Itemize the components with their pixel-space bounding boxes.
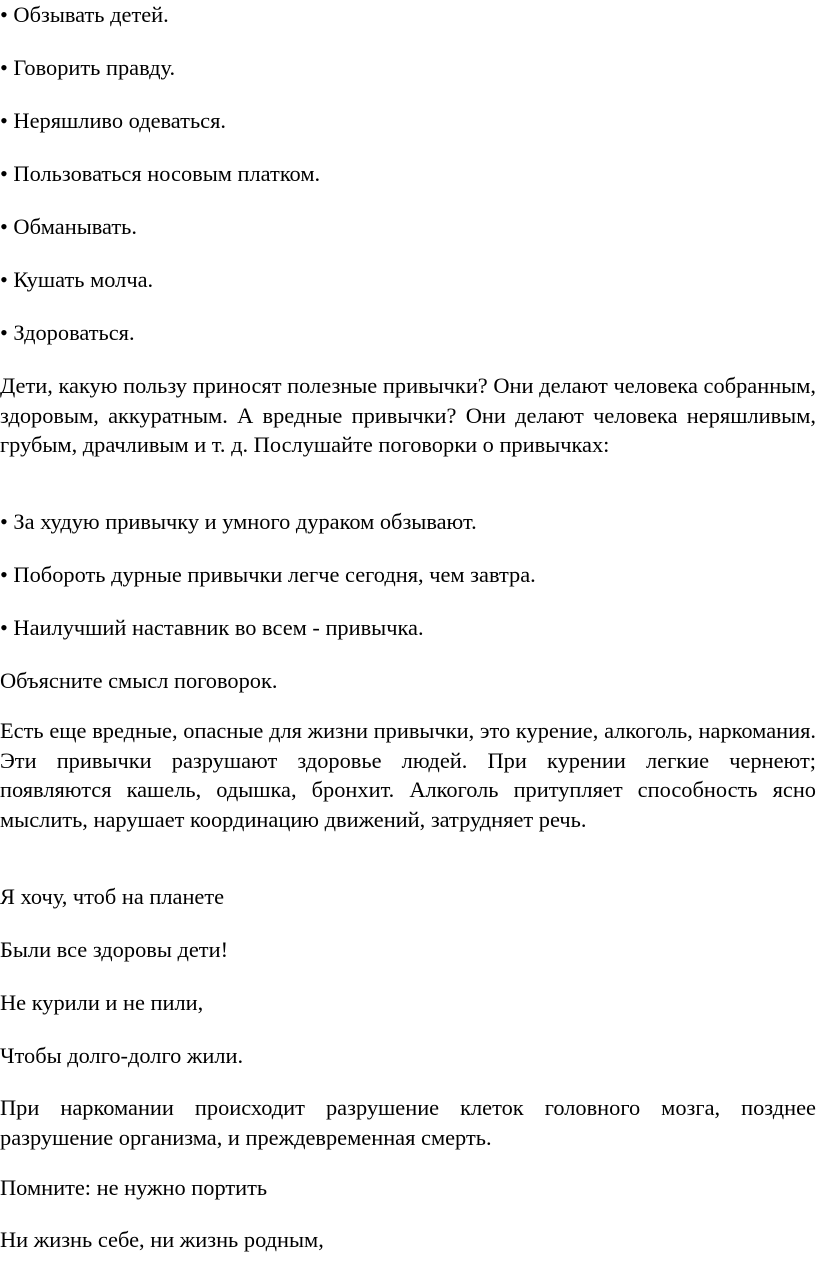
habit-item: • Кушать молча. <box>0 267 154 292</box>
habit-item: • Обманывать. <box>0 214 137 239</box>
poem-line: Помните: не нужно портить <box>0 1175 268 1200</box>
paragraph-habits: Дети, какую пользу приносят полезные привычки? Они делают человека собранным, здоровым, аккуратным. А вредные привычки? Они делают человека неряшливым, грубым, драчливым и т. д. Послушайте поговорки о привычках: <box>0 373 816 457</box>
poem-line: Не курили и не пили, <box>0 990 204 1015</box>
paragraph-drugs: При наркомании происходит разрушение клеток головного мозга, позднее разрушение организма, и преждевременная смерть. <box>0 1095 816 1150</box>
habit-item: • Пользоваться носовым платком. <box>0 161 321 186</box>
habit-item: • Говорить правду. <box>0 55 176 80</box>
habit-item: • Обзывать детей. <box>0 2 169 27</box>
proverb-item: • Побороть дурные привычки легче сегодня, чем завтра. <box>0 562 536 587</box>
poem-line: Чтобы долго-долго жили. <box>0 1043 244 1068</box>
habit-item: • Здороваться. <box>0 320 135 345</box>
poem-line: Были все здоровы дети! <box>0 937 229 962</box>
proverb-item: • За худую привычку и умного дураком обзывают. <box>0 509 477 534</box>
proverb-item: • Наилучший наставник во всем - привычка. <box>0 615 424 640</box>
poem-line: Ни жизнь себе, ни жизнь родным, <box>0 1227 324 1252</box>
paragraph-harmful: Есть еще вредные, опасные для жизни привычки, это курение, алкоголь, наркомания. Эти привычки разрушают здоровье людей. При курении легкие чернеют; появляются кашель, одышка, бронхит. Алкоголь притупляет способность ясно мыслить, нарушает координацию движений, затрудняет речь. <box>0 718 816 832</box>
explain-line: Объясните смысл поговорок. <box>0 668 278 693</box>
poem-line: Я хочу, чтоб на планете <box>0 884 225 909</box>
habit-item: • Неряшливо одеваться. <box>0 108 226 133</box>
